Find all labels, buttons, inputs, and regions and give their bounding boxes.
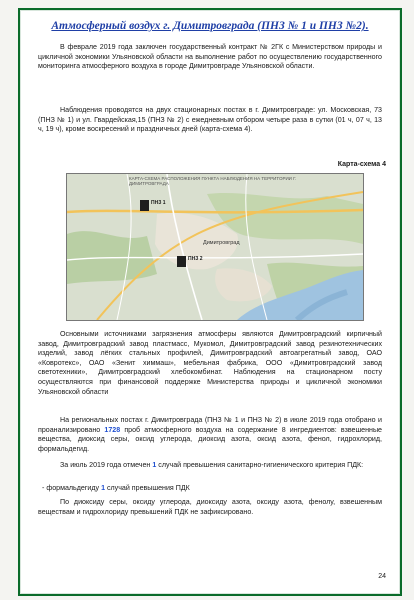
document-page	[18, 8, 402, 596]
paragraph-no-exceedance: По диоксиду серы, оксиду углерода, диоксиду азота, оксиду азота, фенолу, взвешенным веществам и гидрохлориду превышений ПДК не зафиксировано.	[38, 498, 382, 516]
paragraph-samples	[38, 416, 382, 454]
bullet-text-a: формальдегиду	[46, 484, 100, 492]
paragraph-sources: Основными источниками загрязнения атмосферы являются Димитровградский кирпичный завод, Димитровградский завод пластмасс, Мукомол, Димитровградский завод резинотехнических изделий, завод лёгких стальных профилей, Димитровградский автоагрегатный завод, ОАО «Ковротекс», ОАО «Зенит химмаш», мебельная фабрика, ООО «Димитровградский завод светотехники», Димитровградский хлебокомбинат. Наблюдения на стационарном посту осуществляются при финансовой поддержке Министерства природы и цикличной экономики Ульяновской области	[38, 330, 382, 396]
map-place-label: Димитровград	[203, 240, 240, 246]
exceedance-count: 1	[152, 461, 157, 469]
bullet-formaldehyde	[42, 484, 190, 492]
bullet-text-b: случай превышения ПДК	[107, 484, 190, 492]
exceedance-text-b: случай превышения санитарно-гигиенического критерия ПДК:	[158, 461, 364, 469]
map-graphic	[67, 174, 363, 320]
map-caption: КАРТА-СХЕМА РАСПОЛОЖЕНИЯ ПУНКТА НАБЛЮДЕНИЯ НА ТЕРРИТОРИИ Г. ДИМИТРОВГРАДА	[129, 176, 297, 186]
paragraph-contract: В феврале 2019 года заключен государственный контракт № 2ГК с Министерством природы и цикличной экономики Ульяновской области на выполнение работ по осуществлению государственного мониторинга атмосферного воздуха в городе Димитровграде Ульяновской области.	[38, 43, 382, 71]
samples-text-a: На региональных постах г. Димитровграда (ПНЗ № 1 и ПНЗ № 2) в июле 2019 года отобрано и проанализировано	[38, 416, 382, 434]
samples-text-b: проб атмосферного воздуха на содержание 8 ингредиентов: взвешенные вещества, диоксид серы, оксид углерода, диоксид азота, оксид азота, фенол, гидрохлорид, формальдегид.	[38, 425, 382, 453]
map-label: Карта-схема 4	[337, 161, 386, 168]
paragraph-exceedance	[38, 461, 382, 471]
paragraph-observations: Наблюдения проводятся на двух стационарных постах в г. Димитровграде: ул. Московская, 73 (ПНЗ № 1) и ул. Гвардейская,15 (ПНЗ № 2) с ежедневным отбором четыре раза в сутки (01 ч, 07 ч, 13 ч, 19 ч), кроме воскресений и праздничных дней (карта-схема 4).	[38, 106, 382, 134]
exceedance-text-a: За июль 2019 года отмечен	[60, 461, 151, 469]
map-post1-label: ПНЗ 1	[151, 200, 166, 206]
city-map	[66, 173, 364, 321]
bullet-count: 1	[101, 484, 106, 492]
page-number: 24	[378, 573, 386, 580]
page-title: Атмосферный воздух г. Димитровграда (ПНЗ № 1 и ПНЗ №2).	[51, 20, 369, 32]
bullet-dash: -	[42, 484, 45, 492]
map-post2-label: ПНЗ 2	[188, 256, 203, 262]
samples-count: 1728	[104, 425, 121, 434]
